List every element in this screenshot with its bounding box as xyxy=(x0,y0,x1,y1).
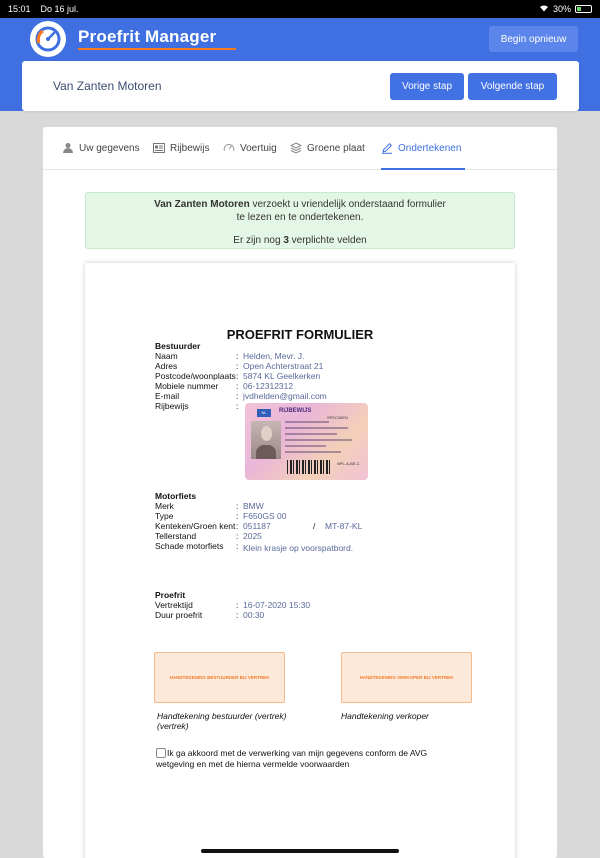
field-label: E-mail xyxy=(155,391,180,401)
home-indicator[interactable] xyxy=(201,849,399,853)
notice-prefix: Er zijn nog xyxy=(233,235,284,246)
driver-signature-caption: Handtekening bestuurder (vertrek) (vertrek) xyxy=(157,711,287,731)
field-value-2: MT-87-KL xyxy=(325,521,363,531)
field-duur: Duur proefrit : 00:30 xyxy=(155,610,265,620)
tab-groene-plaat[interactable] xyxy=(290,142,365,154)
notice-text-2: te lezen en te ondertekenen. xyxy=(236,212,364,223)
field-value: BMW xyxy=(243,501,264,511)
field-label: Tellerstand xyxy=(155,531,197,541)
field-label: Adres xyxy=(155,361,178,371)
field-label: Naam xyxy=(155,351,178,361)
next-step-button[interactable]: Volgende stap xyxy=(468,73,557,100)
field-value: 06-12312312 xyxy=(243,381,294,391)
field-schade: Schade motorfiets : Klein krasje op voorspatbord. xyxy=(155,541,354,553)
field-mobiel: Mobiele nummer : 06-12312312 xyxy=(155,381,294,391)
speedometer-logo-icon xyxy=(30,21,66,57)
field-type: Type : F650GS 00 xyxy=(155,511,287,521)
field-value: 00:30 xyxy=(243,610,265,620)
field-rijbewijs: Rijbewijs : xyxy=(155,401,239,411)
tab-label: Groene plaat xyxy=(307,142,365,154)
notice-company: Van Zanten Motoren xyxy=(154,199,250,210)
dealer-name: Van Zanten Motoren xyxy=(53,79,162,93)
required-count: 3 xyxy=(283,235,289,246)
id-card-icon xyxy=(153,142,165,154)
pen-icon xyxy=(381,142,393,154)
title-underline xyxy=(78,48,236,50)
driver-signature-field[interactable]: HANDTEKENING BESTUURDER BIJ VERTREK xyxy=(154,652,285,703)
status-bar xyxy=(0,0,600,18)
license-country: NL xyxy=(257,409,271,417)
license-photo xyxy=(245,403,368,480)
active-tab-indicator xyxy=(381,168,465,170)
required-fields-notice xyxy=(85,192,515,249)
license-portrait xyxy=(251,421,281,459)
field-tellerstand: Tellerstand : 2025 xyxy=(155,531,262,541)
previous-step-button[interactable]: Vorige stap xyxy=(390,73,464,100)
field-label: Duur proefrit xyxy=(155,610,203,620)
consent-row xyxy=(156,748,456,770)
status-time: 15:01 xyxy=(8,4,31,14)
tab-ondertekenen[interactable] xyxy=(381,142,461,154)
form-title: PROEFRIT FORMULIER xyxy=(226,327,374,342)
field-label: Mobiele nummer xyxy=(155,381,219,391)
field-vertrektijd: Vertrektijd : 16-07-2020 15:30 xyxy=(155,600,311,610)
field-label: Postcode/woonplaats xyxy=(155,371,236,381)
plate-icon xyxy=(290,142,302,154)
tab-rijbewijs[interactable] xyxy=(153,142,209,154)
seller-signature-field[interactable]: HANDTEKENING VERKOPER BIJ VERTREK xyxy=(341,652,472,703)
speedometer-icon xyxy=(223,142,235,154)
field-value: 5874 KL Geelkerken xyxy=(243,371,321,381)
field-label: Vertrektijd xyxy=(155,600,193,610)
tab-label: Voertuig xyxy=(240,142,277,154)
field-separator: / xyxy=(313,521,316,531)
field-value: jvdhelden@gmail.com xyxy=(243,391,327,401)
test-ride-form xyxy=(85,263,515,858)
battery-icon xyxy=(575,5,592,13)
restart-button[interactable]: Begin opnieuw xyxy=(489,26,578,52)
field-postcode: Postcode/woonplaats : 5874 KL Geelkerken xyxy=(155,371,321,381)
field-label: Kenteken/Groen kent xyxy=(155,521,236,531)
field-value: Open Achterstraat 21 xyxy=(243,361,324,371)
user-icon xyxy=(62,142,74,154)
vehicle-heading: Motorfiets xyxy=(155,491,197,501)
tab-label: Rijbewijs xyxy=(170,142,210,154)
license-title: RIJBEWIJS xyxy=(279,408,312,414)
field-value: 2025 xyxy=(243,531,262,541)
ride-heading: Proefrit xyxy=(155,590,186,600)
status-date: Do 16 jul. xyxy=(40,4,79,14)
field-value: 16-07-2020 15:30 xyxy=(243,600,311,610)
license-text-lines xyxy=(285,421,359,457)
tab-voertuig[interactable] xyxy=(223,142,277,154)
field-label: Type xyxy=(155,511,174,521)
tab-uw-gegevens[interactable] xyxy=(62,142,140,154)
license-barcode xyxy=(287,460,331,474)
field-label: Schade motorfiets xyxy=(155,541,224,551)
field-value: F650GS 00 xyxy=(243,511,287,521)
driver-heading: Bestuurder xyxy=(155,341,201,351)
seller-signature-caption: Handtekening verkoper xyxy=(341,711,429,721)
notice-text-1: verzoekt u vriendelijk onderstaand formulier xyxy=(249,199,446,210)
field-value: Klein krasje op voorspatbord. xyxy=(243,543,354,553)
battery-percent: 30% xyxy=(552,4,571,14)
tab-label: Uw gegevens xyxy=(79,142,140,154)
field-adres: Adres : Open Achterstraat 21 xyxy=(155,361,324,371)
field-kenteken: Kenteken/Groen kent : 051187 / MT-87-KL xyxy=(155,521,363,531)
tab-label: Ondertekenen xyxy=(398,142,462,154)
field-label: Merk xyxy=(155,501,174,511)
main-card xyxy=(43,127,557,858)
license-code: NPL-A-BE-C xyxy=(337,461,360,466)
field-value: Helden, Mevr. J. xyxy=(243,351,305,361)
field-merk: Merk : BMW xyxy=(155,501,264,511)
step-tabs xyxy=(43,127,557,170)
license-specimen: SPECIMEN xyxy=(327,415,348,420)
field-label: Rijbewijs xyxy=(155,401,189,411)
notice-suffix: verplichte velden xyxy=(288,235,367,246)
field-naam: Naam : Helden, Mevr. J. xyxy=(155,351,305,361)
field-email: E-mail : jvdhelden@gmail.com xyxy=(155,391,327,401)
wifi-icon xyxy=(539,4,549,14)
app-title: Proefrit Manager xyxy=(78,27,217,46)
consent-text: Ik ga akkoord met de verwerking van mijn gegevens conform de AVG wetgeving en met de hierna vermelde voorwaarden xyxy=(156,748,428,769)
field-value: 051187 xyxy=(243,521,271,531)
dealer-bar xyxy=(22,61,579,111)
consent-checkbox[interactable] xyxy=(156,748,166,758)
